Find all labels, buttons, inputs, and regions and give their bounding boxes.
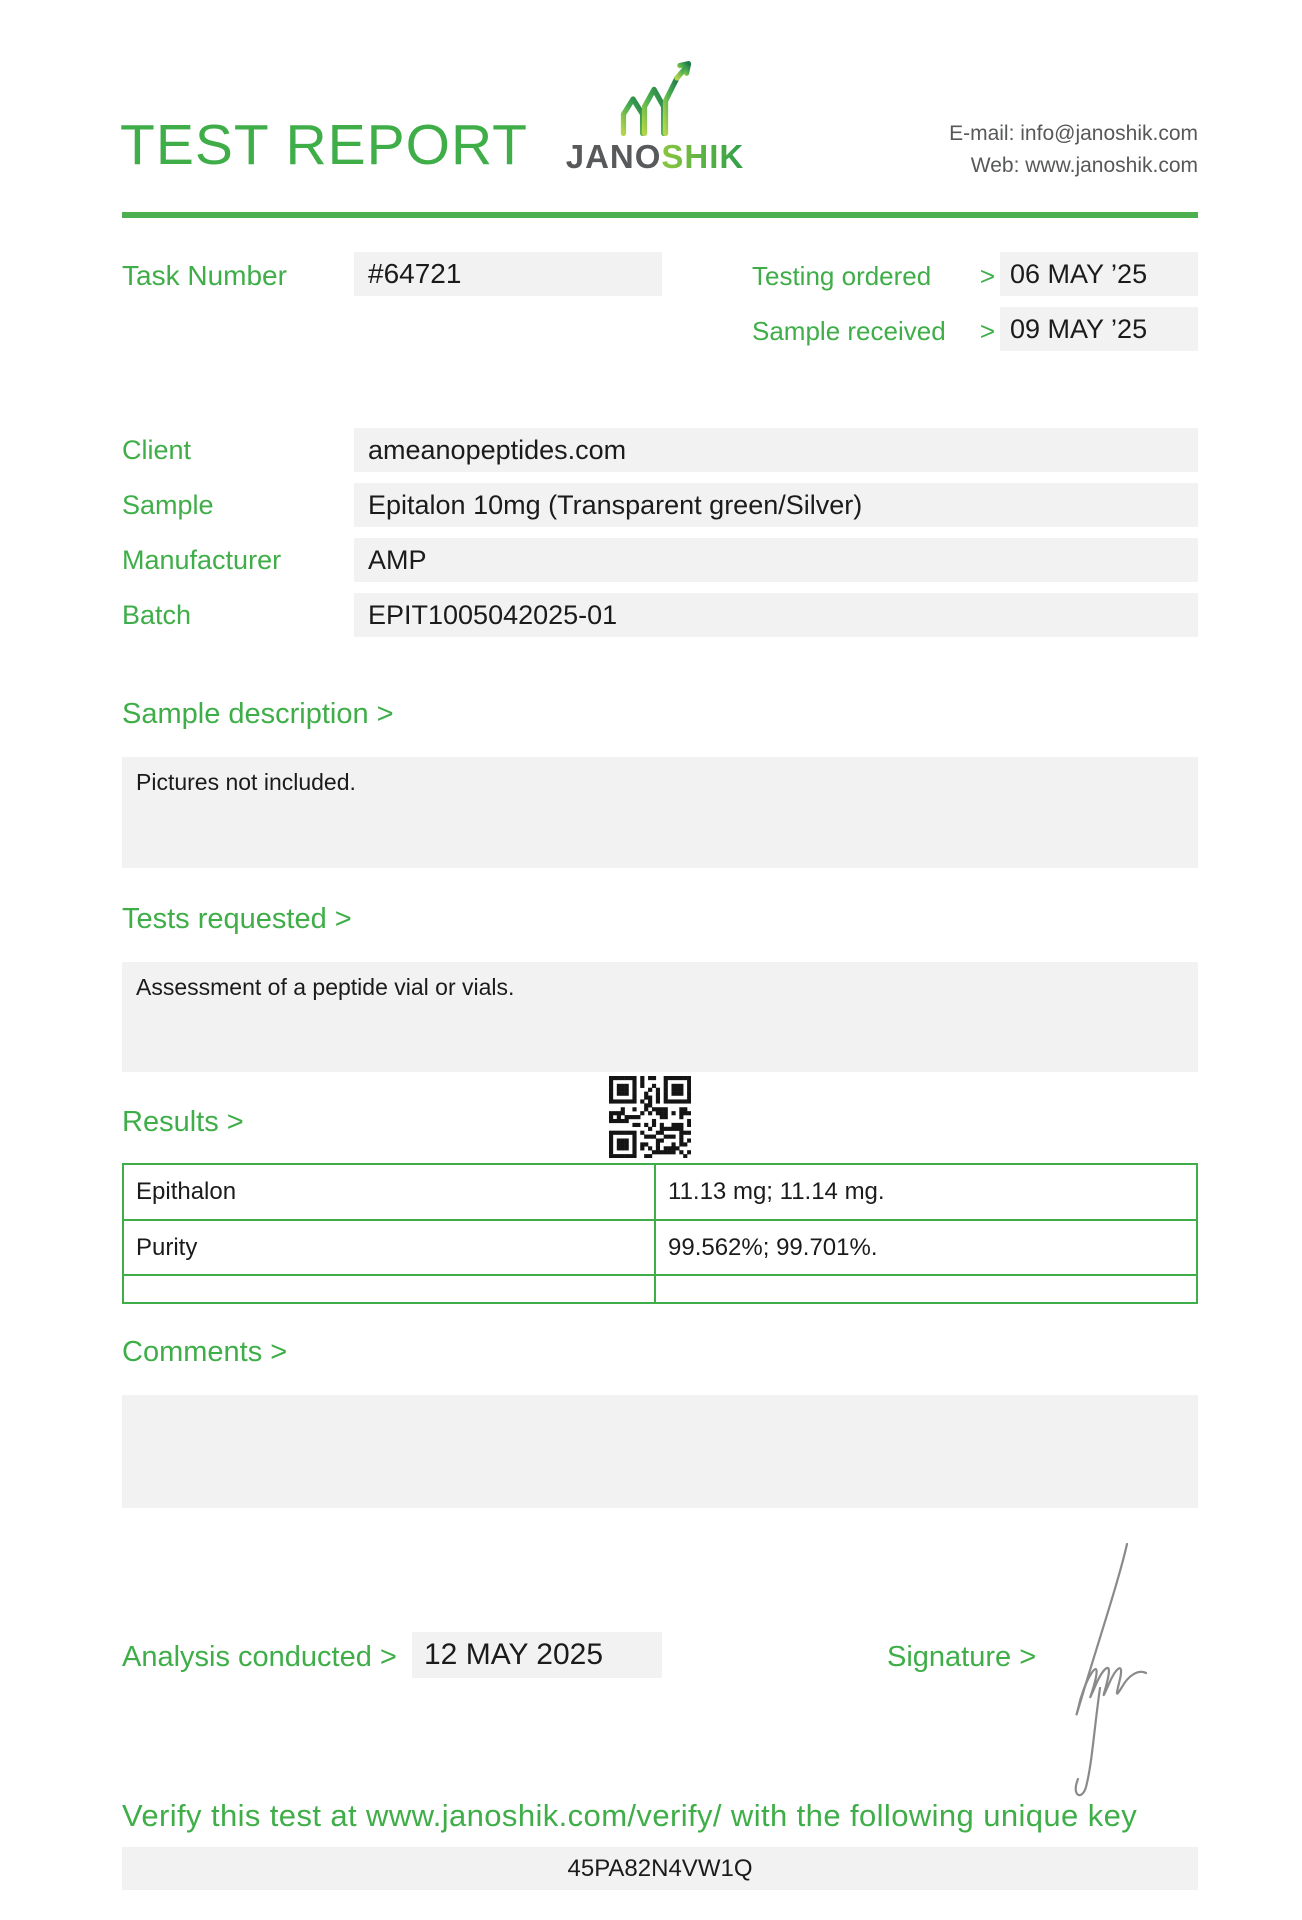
testing-ordered-label — [752, 261, 995, 292]
sample-received-value: 09 MAY ’25 — [1000, 307, 1198, 351]
manufacturer-label: Manufacturer — [122, 545, 282, 575]
batch-label: Batch — [122, 600, 192, 630]
signature-label: Signature > — [887, 1641, 1037, 1673]
arrow-glyph: > — [979, 316, 995, 346]
detail-row-batch — [122, 593, 1198, 637]
sample-description-box: Pictures not included. — [122, 757, 1198, 868]
logo-word-shik: SHIK — [661, 138, 745, 175]
client-value: ameanopeptides.com — [354, 428, 1198, 472]
result-name: Epithalon — [124, 1165, 656, 1219]
results-heading: Results > — [122, 1106, 244, 1138]
testing-ordered-text: Testing ordered — [752, 261, 932, 291]
tests-requested-box: Assessment of a peptide vial or vials. — [122, 962, 1198, 1072]
sample-description-heading: Sample description > — [122, 698, 394, 730]
detail-row-client — [122, 428, 1198, 472]
signature-scribble — [1045, 1540, 1175, 1805]
web-line: Web: www.janoshik.com — [970, 154, 1198, 177]
sample-received-text: Sample received — [752, 316, 946, 346]
task-number-value: #64721 — [354, 252, 662, 296]
batch-value: EPIT1005042025-01 — [354, 593, 1198, 637]
table-row — [124, 1165, 1196, 1221]
arrow-glyph: > — [979, 261, 995, 291]
task-number-label: Task Number — [122, 260, 287, 291]
table-row — [124, 1221, 1196, 1277]
header-divider — [122, 212, 1198, 218]
chart-growth-icon — [612, 60, 698, 138]
testing-ordered-value: 06 MAY ’25 — [1000, 252, 1198, 296]
result-value — [656, 1276, 1196, 1302]
client-label: Client — [122, 435, 192, 465]
sample-label: Sample — [122, 490, 214, 520]
page-title: TEST REPORT — [120, 113, 528, 177]
janoshik-logo — [560, 60, 750, 176]
comments-box — [122, 1395, 1198, 1508]
verify-key: 45PA82N4VW1Q — [122, 1847, 1198, 1890]
results-table — [122, 1163, 1198, 1304]
result-value: 99.562%; 99.701%. — [668, 1233, 878, 1261]
result-name: Purity — [124, 1221, 656, 1275]
table-row — [124, 1276, 1196, 1302]
analysis-conducted-value: 12 MAY 2025 — [412, 1632, 662, 1678]
sample-value: Epitalon 10mg (Transparent green/Silver) — [354, 483, 1198, 527]
manufacturer-value: AMP — [354, 538, 1198, 582]
qr-code — [609, 1076, 691, 1158]
sample-received-label — [752, 316, 995, 347]
contact-info — [949, 118, 1198, 182]
email-line: E-mail: info@janoshik.com — [949, 122, 1198, 145]
detail-row-sample — [122, 483, 1198, 527]
analysis-conducted-label: Analysis conducted > — [122, 1641, 397, 1673]
result-name — [124, 1276, 656, 1302]
tests-requested-heading: Tests requested > — [122, 903, 352, 935]
detail-row-manufacturer — [122, 538, 1198, 582]
logo-word-jano: JANO — [565, 138, 662, 175]
result-value: 11.13 mg; 11.14 mg. — [668, 1177, 885, 1205]
logo-wordmark — [560, 138, 750, 176]
comments-heading: Comments > — [122, 1336, 288, 1368]
verify-instruction: Verify this test at www.janoshik.com/verify/ with the following unique key — [122, 1798, 1138, 1833]
